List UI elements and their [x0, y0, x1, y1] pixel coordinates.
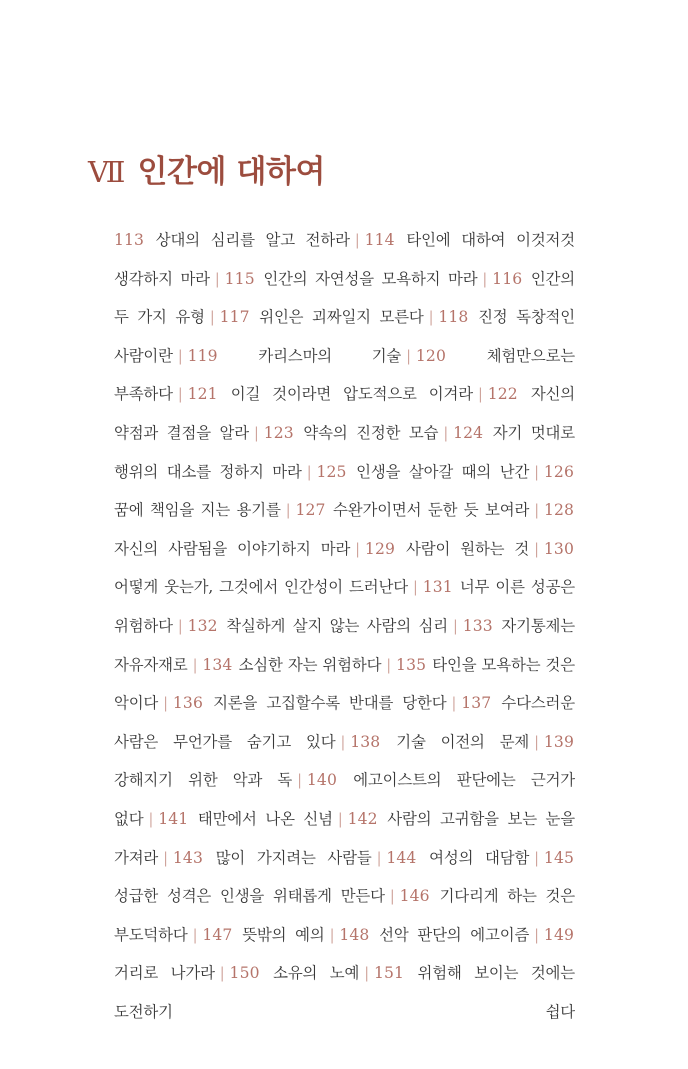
entry-title[interactable]: 거리로 나가라: [114, 964, 215, 983]
entry-title[interactable]: 자기 멋대로 행위의 대소를 정하지 마라: [114, 423, 575, 481]
entry-number[interactable]: 132: [187, 616, 218, 635]
entry-title[interactable]: 자신의 약점과 결점을 알라: [114, 385, 576, 442]
entry-number[interactable]: 136: [172, 694, 203, 713]
entry-title[interactable]: 많이 가지려는 사람들: [215, 848, 372, 867]
entry-separator: |: [443, 425, 449, 442]
entry-number[interactable]: 138: [350, 732, 381, 751]
entry-number[interactable]: 144: [386, 848, 417, 867]
entry-title[interactable]: 성급한 성격은 인생을 위태롭게 만든다: [114, 887, 385, 906]
entry-title[interactable]: 위험해 보이는 것에는 도전하기 쉽다: [114, 964, 575, 1021]
entry-number[interactable]: 127: [295, 501, 326, 520]
entry-separator: |: [177, 348, 183, 365]
entry-number[interactable]: 141: [158, 809, 189, 828]
entry-title[interactable]: 강해지기 위한 악과 독: [114, 771, 293, 790]
chapter-numeral: Ⅶ: [88, 155, 126, 189]
entry-title[interactable]: 위인은 괴짜일지 모른다: [259, 308, 424, 327]
entry-separator: |: [386, 657, 392, 674]
entry-title[interactable]: 선악 판단의 에고이즘: [379, 925, 530, 944]
entry-separator: |: [534, 503, 539, 520]
entry-title[interactable]: 카리스마의 기술: [258, 346, 402, 365]
entry-number[interactable]: 151: [373, 964, 405, 983]
entry-title[interactable]: 사람이 원하는 것: [406, 539, 530, 558]
entry-number[interactable]: 145: [543, 848, 574, 867]
entry-number[interactable]: 135: [396, 655, 427, 674]
entry-title[interactable]: 자신의 사람됨을 이야기하지 마라: [114, 539, 351, 558]
entry-title[interactable]: 기술 이전의 문제: [396, 732, 530, 751]
chapter-heading: [88, 152, 325, 192]
entry-separator: |: [177, 387, 183, 404]
entry-separator: |: [534, 464, 539, 481]
entry-number[interactable]: 143: [172, 848, 203, 867]
entry-title[interactable]: 소심한 자는 위험하다: [238, 655, 382, 674]
entry-separator: |: [163, 850, 168, 867]
entry-number[interactable]: 130: [543, 539, 574, 558]
entry-separator: |: [329, 927, 335, 944]
entry-title[interactable]: 너무 이른 성공은 위험하다: [114, 578, 576, 635]
entry-number[interactable]: 119: [187, 346, 218, 365]
entry-title[interactable]: 에고이스트의 판단에는 근거가 없다: [114, 771, 576, 828]
entry-title[interactable]: 뜻밖의 예의: [242, 925, 325, 944]
entry-separator: |: [306, 464, 312, 481]
entry-separator: |: [364, 966, 369, 983]
entry-separator: |: [214, 271, 220, 288]
entry-number[interactable]: 128: [543, 501, 575, 520]
entry-title[interactable]: 소유의 노예: [273, 964, 360, 983]
entry-separator: |: [163, 696, 168, 713]
entry-separator: |: [253, 425, 259, 442]
entry-separator: |: [477, 387, 483, 404]
entry-separator: |: [534, 541, 539, 558]
table-of-contents-paragraph: [114, 222, 575, 1069]
entry-separator: |: [452, 618, 458, 635]
entry-number[interactable]: 124: [453, 423, 484, 442]
entry-number[interactable]: 113: [114, 231, 145, 249]
entry-separator: |: [451, 696, 457, 713]
entry-number[interactable]: 142: [347, 809, 378, 828]
entry-number[interactable]: 114: [364, 231, 395, 249]
entry-title[interactable]: 인생을 살아갈 때의 난간: [356, 462, 530, 481]
entry-number[interactable]: 147: [202, 925, 233, 944]
entry-separator: |: [285, 503, 291, 520]
entry-title[interactable]: 사람의 고귀함을 보는 눈을 가져라: [114, 809, 575, 867]
entry-title[interactable]: 타인을 모욕하는 것은 악이다: [114, 655, 575, 713]
entry-title[interactable]: 지론을 고집할수록 반대를 당한다: [213, 694, 447, 713]
entry-number[interactable]: 134: [202, 655, 233, 674]
entry-number[interactable]: 117: [219, 308, 250, 327]
entry-separator: |: [192, 927, 198, 944]
entry-title[interactable]: 태만에서 나온 신념: [197, 809, 333, 828]
entry-separator: |: [412, 580, 418, 597]
entry-separator: |: [192, 657, 198, 674]
entry-number[interactable]: 146: [399, 887, 430, 906]
entry-separator: |: [209, 310, 215, 327]
entry-number[interactable]: 149: [543, 925, 574, 944]
entry-title[interactable]: 이길 것이라면 압도적으로 이겨라: [230, 385, 473, 404]
entry-number[interactable]: 150: [229, 964, 260, 983]
entry-separator: |: [406, 348, 411, 365]
entry-separator: |: [355, 541, 360, 558]
entry-separator: |: [534, 927, 539, 944]
entry-number[interactable]: 140: [306, 771, 337, 790]
entry-separator: |: [376, 850, 382, 867]
entry-separator: |: [177, 618, 183, 635]
entry-separator: |: [534, 850, 539, 867]
entry-title[interactable]: 인간의 자연성을 모욕하지 마라: [263, 269, 478, 288]
entry-separator: |: [389, 889, 395, 906]
entry-number[interactable]: 137: [461, 694, 492, 713]
entry-separator: |: [148, 811, 154, 828]
entry-number[interactable]: 133: [462, 616, 493, 635]
entry-number[interactable]: 115: [224, 269, 255, 288]
entry-title[interactable]: 약속의 진정한 모습: [303, 423, 439, 442]
entry-title[interactable]: 인간의 두 가지 유형: [114, 269, 575, 327]
entry-separator: |: [337, 811, 343, 828]
entry-number[interactable]: 131: [422, 578, 453, 597]
entry-separator: |: [340, 734, 346, 751]
entry-number[interactable]: 148: [339, 925, 370, 944]
entry-title[interactable]: 꿈에 책임을 지는 용기를: [114, 501, 281, 520]
entry-number[interactable]: 120: [415, 346, 446, 365]
entry-number[interactable]: 116: [492, 269, 523, 288]
entry-title[interactable]: 상대의 심리를 알고 전하라: [155, 231, 350, 249]
entry-number[interactable]: 123: [263, 423, 294, 442]
entry-number[interactable]: 125: [316, 462, 347, 481]
entry-title[interactable]: 어떻게 웃는가, 그것에서 인간성이 드러난다: [114, 578, 408, 597]
entry-number[interactable]: 118: [438, 308, 469, 327]
entry-title[interactable]: 기다리게 하는 것은 부도덕하다: [114, 887, 575, 944]
entry-title[interactable]: 여성의 대담함: [429, 848, 530, 867]
entry-separator: |: [219, 966, 225, 983]
entry-number[interactable]: 126: [543, 462, 574, 481]
entry-number[interactable]: 121: [187, 385, 218, 404]
entry-number[interactable]: 129: [364, 539, 395, 558]
entry-title[interactable]: 체험만으로는 부족하다: [114, 346, 576, 404]
entry-title[interactable]: 타인에 대하여 이것저것 생각하지 마라: [114, 231, 575, 288]
entry-separator: |: [297, 773, 302, 790]
chapter-title: 인간에 대하여: [137, 154, 326, 190]
entry-separator: |: [428, 310, 434, 327]
entry-number[interactable]: 139: [543, 732, 574, 751]
entry-separator: |: [482, 271, 488, 288]
entry-title[interactable]: 수다스러운 사람은 무언가를 숨기고 있다: [114, 694, 575, 751]
entry-title[interactable]: 착실하게 살지 않는 사람의 심리: [226, 616, 448, 635]
entry-title[interactable]: 자기통제는 자유자재로: [114, 616, 575, 674]
entry-number[interactable]: 122: [487, 385, 518, 404]
entry-separator: |: [534, 734, 539, 751]
entry-title[interactable]: 진정 독창적인 사람이란: [114, 308, 575, 365]
entry-separator: |: [354, 233, 360, 249]
entry-title[interactable]: 수완가이면서 둔한 듯 보여라: [333, 501, 530, 520]
